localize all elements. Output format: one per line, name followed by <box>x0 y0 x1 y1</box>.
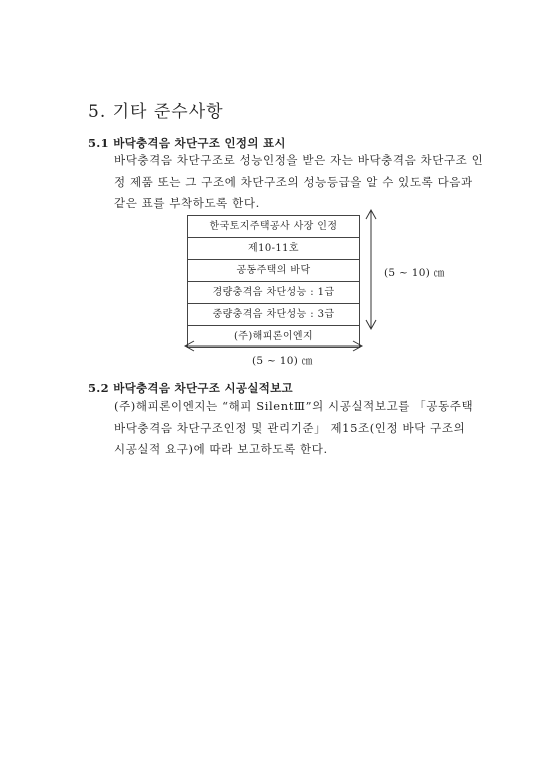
paragraph-line: 같은 표를 부착하도록 한다. <box>114 196 260 210</box>
subsection-heading-5-1: 5.1 바닥충격음 차단구조 인정의 표시 <box>88 136 286 150</box>
height-dimension-label: (5 ~ 10) ㎝ <box>384 267 445 279</box>
paragraph-line: 바닥충격음 차단구조인정 및 관리기준」 제15조(인정 바닥 구조의 <box>114 420 466 435</box>
section-title: 5. 기타 준수사항 <box>88 102 224 122</box>
width-dimension-label: (5 ~ 10) ㎝ <box>252 355 313 367</box>
subsection-heading-5-2: 5.2 바닥충격음 차단구조 시공실적보고 <box>88 381 293 395</box>
paragraph-line: 정 제품 또는 그 구조에 차단구조의 성능등급을 알 수 있도록 다음과 <box>114 174 473 189</box>
paragraph-line: (주)해피론이엔지는 “해피 SilentⅢ”의 시공실적보고를 「공동주택 <box>114 399 474 413</box>
label-row-certifier: 한국토지주택공사 사장 인정 <box>188 216 359 238</box>
label-row-number: 제10-11호 <box>188 238 359 260</box>
label-row-company: (주)해피론이엔지 <box>233 331 314 342</box>
paragraph-5-2 <box>114 396 473 461</box>
dimension-arrows <box>180 205 390 355</box>
paragraph-line: 바닥충격음 차단구조로 성능인정을 받은 자는 바닥충격음 차단구조 인 <box>114 153 484 167</box>
label-row-light-impact: 경량충격음 차단성능 : 1급 <box>188 282 359 304</box>
label-row-product: 공동주택의 바닥 <box>188 260 359 282</box>
label-row-heavy-impact: 중량충격음 차단성능 : 3급 <box>188 304 359 326</box>
paragraph-line: 시공실적 요구)에 따라 보고하도록 한다. <box>114 442 328 456</box>
